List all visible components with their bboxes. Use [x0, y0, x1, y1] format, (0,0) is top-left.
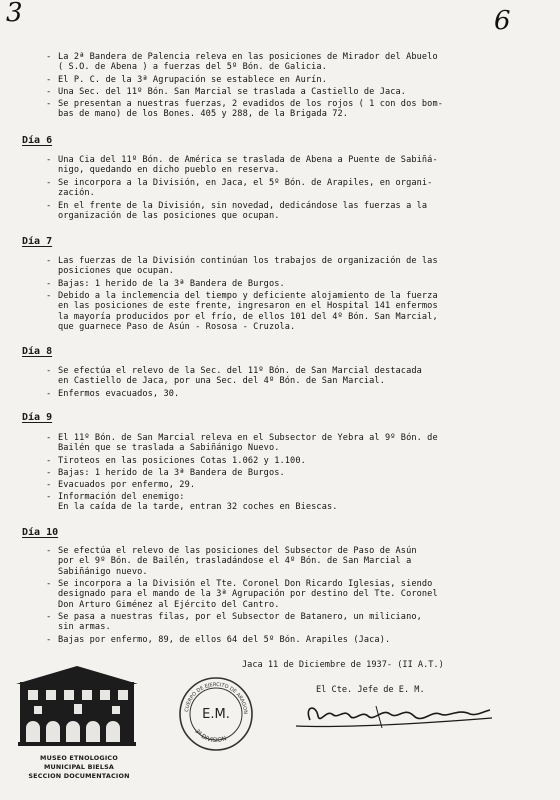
bullet-dash: - [46, 87, 52, 97]
day-heading: Día 7 [22, 236, 53, 247]
bullet-dash: - [46, 279, 52, 289]
official-stamp [178, 676, 254, 752]
stamp-center-text: E.M. [202, 707, 230, 722]
day-heading: Día 10 [22, 527, 59, 538]
day-heading: Día 8 [22, 346, 53, 357]
bullet-dash: - [46, 579, 52, 589]
entry-text: Debido a la inclemencia del tiempo y deficiente alojamiento de la fuerza en las posiciones de este frente, ingresaron en el Hospital 141 enfermos la mayoría producidos por el frío, de ellos 101 del 4º Bón. San Marcial, que guarnece Paso de Asún - Rososa - Cruzola. [58, 291, 438, 333]
day-heading: Día 6 [22, 135, 53, 146]
museum-name-line2: MUNICIPAL BIELSA [43, 763, 115, 771]
entry-text: Se pasa a nuestras filas, por el Subsector de Batanero, un miliciano, sin armas. [58, 612, 422, 633]
stamp-ring-bottom: 3ª DIVISION [193, 727, 228, 745]
bullet-dash: - [46, 178, 52, 188]
bullet-dash: - [46, 75, 52, 85]
day-heading: Día 9 [22, 412, 53, 423]
entry-text: Bajas: 1 herido de la 3ª Bandera de Burgos. [58, 279, 285, 289]
bullet-dash: - [46, 201, 52, 211]
entry-text: Enfermos evacuados, 30. [58, 389, 180, 399]
entry-text: Las fuerzas de la División continúan los trabajos de organización de las posiciones que ocupan. [58, 256, 438, 277]
bullet-dash: - [46, 52, 52, 62]
bullet-dash: - [46, 256, 52, 266]
entry-text: La 2ª Bandera de Palencia releva en las posiciones de Mirador del Abuelo ( S.O. de Abena ) a fuerzas del 5º Bón. de Galicia. [58, 52, 438, 73]
entry-text: Tiroteos en las posiciones Cotas 1.062 y 1.100. [58, 456, 306, 466]
page-number-left: 3 [6, 0, 23, 28]
entry-text: El 11º Bón. de San Marcial releva en el Subsector de Yebra al 9º Bón. de Bailén que se traslada a Sabiñánigo Nuevo. [58, 433, 438, 454]
bullet-dash: - [46, 635, 52, 645]
place-date: Jaca 11 de Diciembre de 1937- (II A.T.) [242, 660, 444, 670]
stamp-ring-top: CUERPO DE EJERCITO DE ARAGON [184, 681, 249, 715]
entry-text: Se presentan a nuestras fuerzas, 2 evadidos de los rojos ( 1 con dos bom- bas de mano) de los Bones. 405 y 288, de la Brigada 72. [58, 99, 443, 120]
museum-section: SECCION DOCUMENTACION [28, 772, 130, 780]
signer-title: El Cte. Jefe de E. M. [316, 685, 425, 695]
bullet-dash: - [46, 480, 52, 490]
entry-text: Una Cia del 11º Bón. de América se traslada de Abena a Puente de Sabiñá- nigo, quedando en dicho pueblo en reserva. [58, 155, 438, 176]
handwritten-signature [286, 698, 496, 732]
entry-text: El P. C. de la 3ª Agrupación se establece en Aurín. [58, 75, 327, 85]
museum-name-line1: MUSEO ETNOLOGICO [40, 754, 118, 762]
bullet-dash: - [46, 468, 52, 478]
bullet-dash: - [46, 546, 52, 556]
entry-text: Se incorpora a la División el Tte. Coronel Don Ricardo Iglesias, siendo designado para el mando de la 3ª Agrupación por destino del Tte. Coronel Don Arturo Giménez al Ejército del Cantro. [58, 579, 438, 610]
entry-text: Bajas: 1 herido de la 3ª Bandera de Burgos. [58, 468, 285, 478]
entry-text: Información del enemigo: En la caída de la tarde, entran 32 coches en Biescas. [58, 492, 338, 513]
bullet-dash: - [46, 433, 52, 443]
entry-text: Se efectúa el relevo de la Sec. del 11º Bón. de San Marcial destacada en Castiello de Jaca, por una Sec. del 4º Bón. de San Marcial. [58, 366, 422, 387]
bullet-dash: - [46, 389, 52, 399]
page-number-right: 6 [494, 6, 511, 36]
entry-text: Se efectúa el relevo de las posiciones del Subsector de Paso de Asún por el 9º Bón. de Bailén, trasladándose el 4º Bón. de San Marcial a Sabiñánigo nuevo. [58, 546, 417, 577]
bullet-dash: - [46, 612, 52, 622]
entry-text: Se incorpora a la División, en Jaca, el 5º Bón. de Arapiles, en organi- zación. [58, 178, 433, 199]
entry-text: Bajas por enfermo, 89, de ellos 64 del 5º Bón. Arapiles (Jaca). [58, 635, 391, 645]
bullet-dash: - [46, 366, 52, 376]
bullet-dash: - [46, 99, 52, 109]
bullet-dash: - [46, 492, 52, 502]
entry-text: Una Sec. del 11º Bón. San Marcial se traslada a Castiello de Jaca. [58, 87, 407, 97]
entry-text: Evacuados por enfermo, 29. [58, 480, 196, 490]
bullet-dash: - [46, 456, 52, 466]
entry-text: En el frente de la División, sin novedad, dedicándose las fuerzas a la organización de las posiciones que ocupan. [58, 201, 428, 222]
bullet-dash: - [46, 155, 52, 165]
bullet-dash: - [46, 291, 52, 301]
